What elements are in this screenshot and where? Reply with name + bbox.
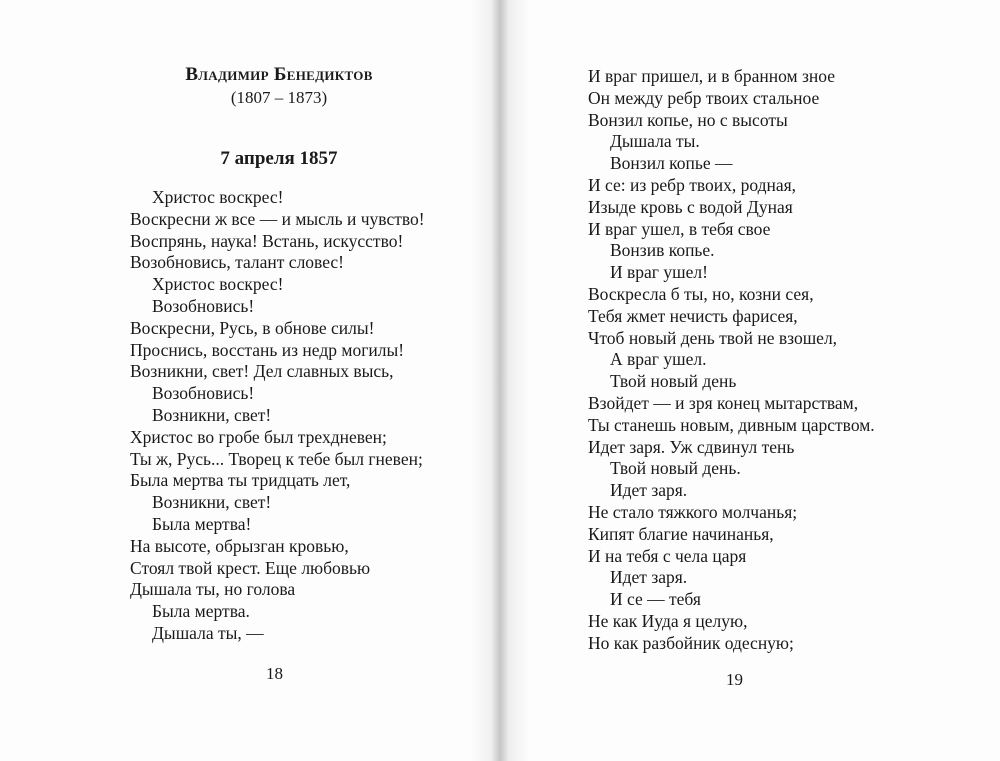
verse-line: Взойдет — и зря конец мытарствам, (588, 392, 859, 413)
verse-line: Идет заря. (610, 480, 688, 501)
verse-line: И враг ушел! (610, 262, 708, 283)
verse-line: Возникни, свет! Дел славных высь, (130, 361, 394, 382)
verse-line: Твой новый день (610, 371, 737, 392)
verse-line: Возобновись! (152, 383, 255, 404)
verse-line: Идет заря. (610, 567, 688, 588)
verse-line: Вонзив копье. (610, 240, 715, 261)
author-name: Владимир Бенедиктов (185, 64, 373, 85)
verse-line: Проснись, восстань из недр могилы! (130, 339, 405, 360)
verse-line: Твой новый день. (610, 458, 741, 479)
verse-line: Дышала ты, но голова (130, 579, 296, 600)
verse-line: Чтоб новый день твой не взошел, (588, 327, 838, 348)
left-page-number: 18 (266, 664, 283, 683)
verse-line: И враг пришел, и в бранном зное (588, 66, 835, 86)
verse-line: И се — тебя (610, 589, 701, 610)
verse-line: Дышала ты. (610, 131, 700, 152)
verse-line: Идет заря. Уж сдвинул тень (588, 436, 795, 457)
verse-line: А враг ушел. (610, 349, 707, 370)
right-page-number: 19 (726, 670, 743, 689)
verse-line: Христос во гробе был трехдневен; (130, 426, 387, 447)
verse-line: Стоял твой крест. Еще любовью (130, 557, 371, 578)
verse-line: На высоте, обрызган кровью, (130, 535, 349, 556)
left-page-verse (130, 187, 425, 645)
verse-line: Изыде кровь с водой Дуная (588, 196, 793, 217)
verse-line: Была мертва. (152, 601, 250, 622)
verse-line: Воскресни ж все — и мысль и чувство! (130, 208, 425, 229)
author-years: (1807 – 1873) (230, 88, 328, 107)
verse-line: Не стало тяжкого молчанья; (588, 501, 798, 522)
verse-line: Возникни, свет! (152, 492, 272, 513)
verse-line: Вонзил копье — (610, 153, 733, 174)
verse-line: Воскресла б ты, но, козни сея, (588, 283, 814, 304)
verse-line: Христос воскрес! (152, 187, 284, 207)
verse-line: Христос воскрес! (152, 274, 284, 295)
verse-line: Воскресни, Русь, в обнове силы! (130, 317, 375, 338)
verse-line: Кипят благие начинанья, (588, 523, 774, 544)
verse-line: Он между ребр твоих стальное (588, 87, 820, 108)
verse-line: Не как Иуда я целую, (588, 610, 748, 631)
verse-line: Вонзил копье, но с высоты (588, 109, 788, 130)
verse-line: Возникни, свет! (152, 404, 272, 425)
verse-line: Дышала ты, — (152, 622, 264, 643)
verse-line: И на тебя с чела царя (588, 545, 747, 566)
verse-line: Была мертва! (152, 513, 252, 534)
verse-line: И враг ушел, в тебя свое (588, 218, 771, 239)
verse-line: Возобновись! (152, 295, 255, 316)
verse-line: Ты ж, Русь... Творец к тебе был гневен; (130, 448, 423, 469)
poem-title: 7 апреля 1857 (220, 148, 338, 169)
verse-line: Ты станешь новым, дивным царством. (588, 414, 875, 435)
verse-line: Тебя жмет нечисть фарисея, (588, 305, 798, 326)
verse-line: И се: из ребр твоих, родная, (588, 174, 797, 195)
right-page-verse (588, 66, 875, 655)
verse-line: Но как разбойник одесную; (588, 632, 794, 653)
verse-line: Воспрянь, наука! Встань, искусство! (130, 230, 404, 251)
verse-line: Возобновись, талант словес! (130, 252, 345, 273)
verse-line: Была мертва ты тридцать лет, (130, 470, 351, 491)
